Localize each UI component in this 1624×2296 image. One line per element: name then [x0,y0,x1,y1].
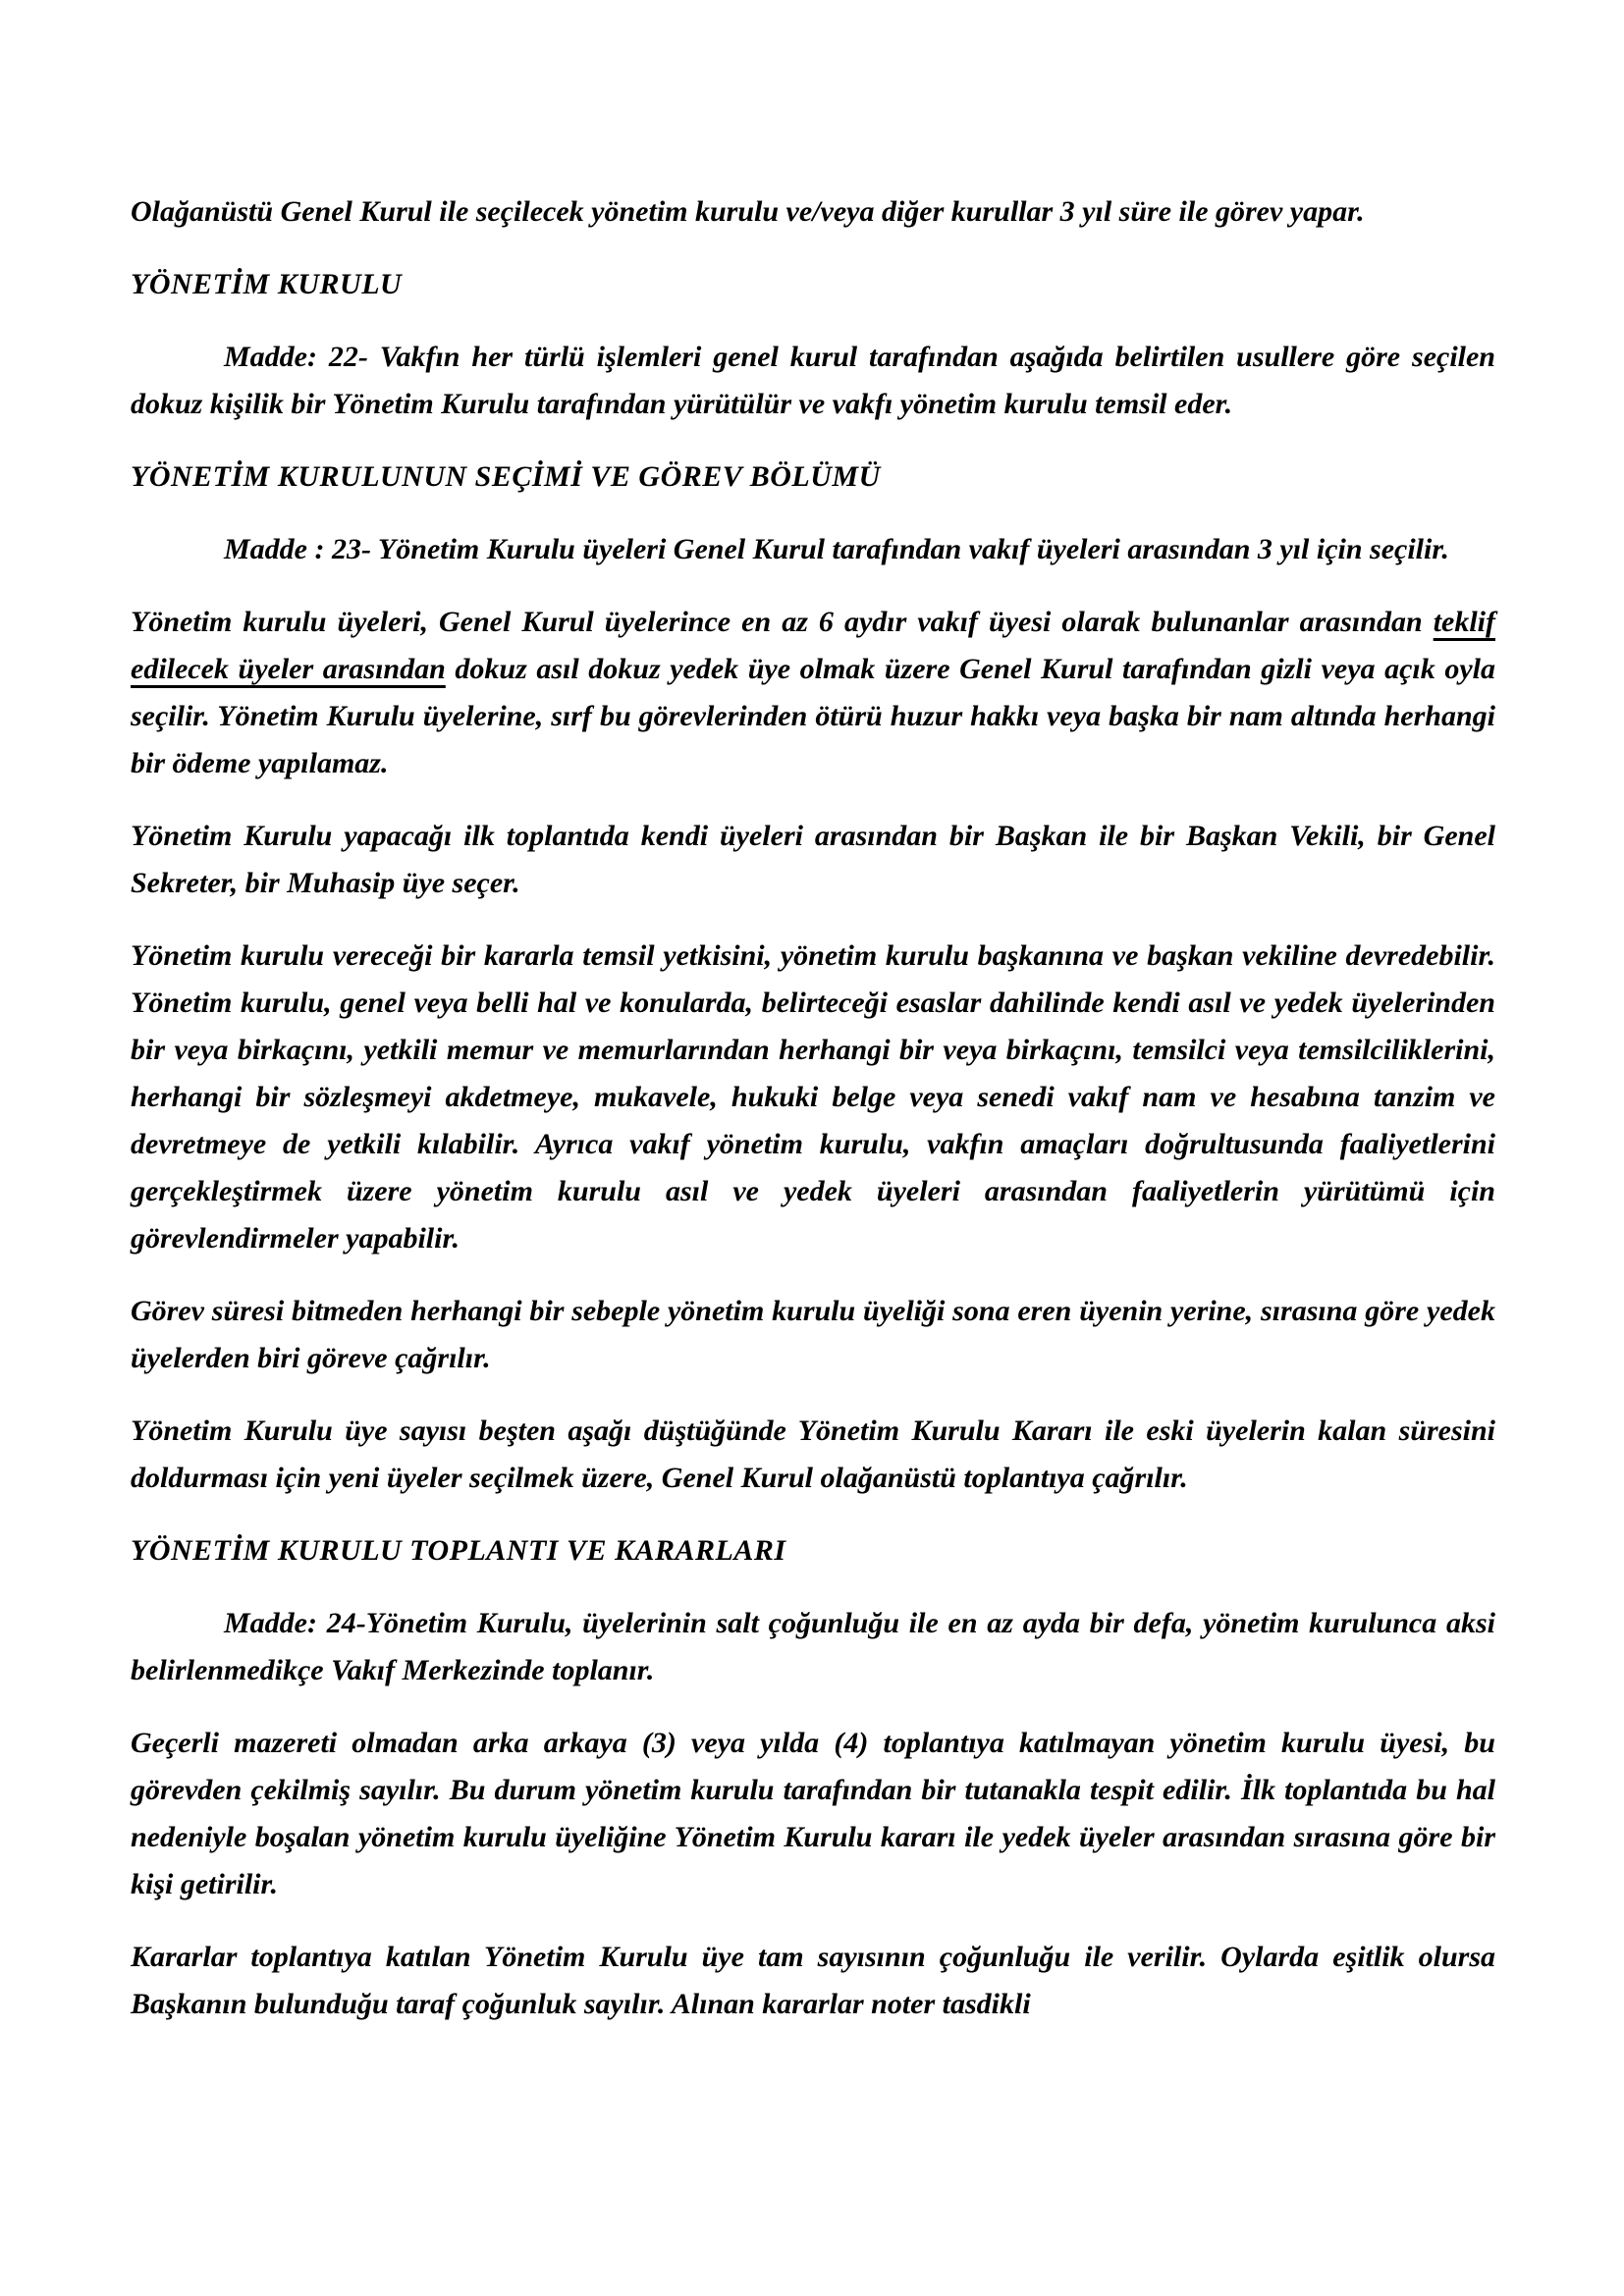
paragraph-madde-22: Madde: 22- Vakfın her türlü işlemleri genel kurul tarafından aşağıda belirtilen usullere göre seçilen dokuz kişilik bir Yönetim Kurulu tarafından yürütülür ve vakfı yönetim kurulu temsil eder. [131,341,1495,420]
paragraph-madde-23: Madde : 23- Yönetim Kurulu üyeleri Genel Kurul tarafından vakıf üyeleri arasından 3 yıl için seçilir. [224,533,1449,565]
paragraph-ilk-toplanti: Yönetim Kurulu yapacağı ilk toplantıda kendi üyeleri arasından bir Başkan ile bir Başkan Vekili, bir Genel Sekreter, bir Muhasip üye seçer. [131,820,1495,899]
paragraph-temsil-yetkisi: Yönetim kurulu vereceği bir kararla temsil yetkisini, yönetim kurulu başkanına ve başkan vekiline devredebilir. Yönetim kurulu, genel veya belli hal ve konularda, belirteceği esaslar dahilinde kendi asıl ve yedek üyelerinden bir veya birkaçını, yetkili memur ve memurlarından herhangi bir veya birkaçını, temsilci veya temsilciliklerini, herhangi bir sözleşmeyi akdetmeye, mukavele, hukuki belge veya senedi vakıf nam ve hesabına tanzim ve devretmeye de yetkili kılabilir. Ayrıca vakıf yönetim kurulu, vakfın amaçları doğrultusunda faaliyetlerini gerçekleştirmek üzere yönetim kurulu asıl ve yedek üyeleri arasından faaliyetlerin yürütümü için görevlendirmeler yapabilir. [131,939,1495,1255]
heading-secim-ve-gorev-bolumu: YÖNETİM KURULUNUN SEÇİMİ VE GÖREV BÖLÜMÜ [131,460,881,493]
paragraph-uye-sayisi: Yönetim Kurulu üye sayısı beşten aşağı düştüğünde Yönetim Kurulu Kararı ile eski üyelerin kalan süresini doldurması için yeni üyeler seçilmek üzere, Genel Kurul olağanüstü toplantıya çağrılır. [131,1415,1495,1494]
uyeler-secimi-text-after: dokuz asıl dokuz yedek üye olmak üzere Genel Kurul tarafından gizli veya açık oyla seçilir. Yönetim Kurulu üyelerine, sırf bu görevlerinden ötürü huzur hakkı veya başka bir nam altında herhangi bir ödeme yapılamaz. [131,653,1495,779]
uyeler-secimi-underlined-phrase: teklif edilecek üyeler arasından [131,606,1495,685]
paragraph-gorev-suresi: Görev süresi bitmeden herhangi bir sebeple yönetim kurulu üyeliği sona eren üyenin yerine, sırasına göre yedek üyelerden biri göreve çağrılır. [131,1295,1495,1374]
heading-toplanti-ve-kararlari: YÖNETİM KURULU TOPLANTI VE KARARLARI [131,1534,786,1567]
paragraph-intro: Olağanüstü Genel Kurul ile seçilecek yönetim kurulu ve/veya diğer kurullar 3 yıl süre ile görev yapar. [131,195,1365,228]
paragraph-kararlar: Kararlar toplantıya katılan Yönetim Kurulu üye tam sayısının çoğunluğu ile verilir. Oylarda eşitlik olursa Başkanın bulunduğu taraf çoğunluk sayılır. Alınan kararlar noter tasdikli [131,1941,1495,2020]
paragraph-uyeler-secimi [131,599,1495,787]
heading-yonetim-kurulu: YÖNETİM KURULU [131,268,403,300]
uyeler-secimi-text-before: Yönetim kurulu üyeleri, Genel Kurul üyelerince en az 6 aydır vakıf üyesi olarak bulunanlar arasından [131,606,1434,638]
paragraph-madde-24: Madde: 24-Yönetim Kurulu, üyelerinin salt çoğunluğu ile en az ayda bir defa, yönetim kurulunca aksi belirlenmedikçe Vakıf Merkezinde toplanır. [131,1607,1495,1686]
paragraph-gecerli-mazeret: Geçerli mazereti olmadan arka arkaya (3) veya yılda (4) toplantıya katılmayan yönetim kurulu üyesi, bu görevden çekilmiş sayılır. Bu durum yönetim kurulu tarafından bir tutanakla tespit edilir. İlk toplantıda bu hal nedeniyle boşalan yönetim kurulu üyeliğine Yönetim Kurulu kararı ile yedek üyeler arasından sırasına göre bir kişi getirilir. [131,1727,1495,1900]
